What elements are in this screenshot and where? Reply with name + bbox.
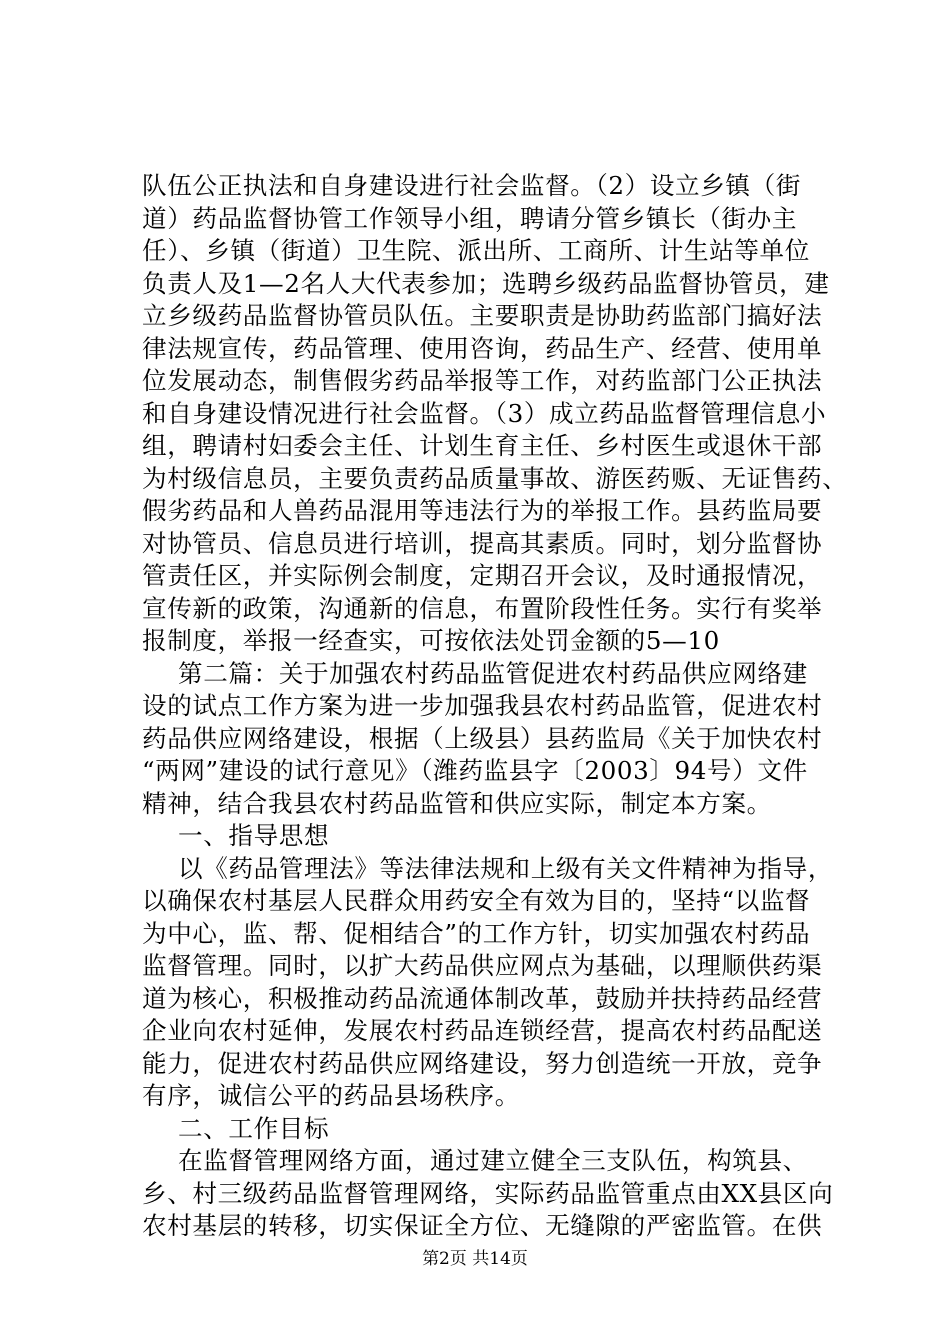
- text-line: 能力，促进农村药品供应网络建设，努力创造统一开放，竞争: [142, 1048, 823, 1078]
- text-line: 报制度，举报一经查实，可按依法处罚金额的5—10: [142, 626, 720, 655]
- text-line: “两网”建设的试行意见》（潍药监县字〔2003〕94号）文件: [142, 756, 808, 785]
- text-line: 道）药品监督协管工作领导小组，聘请分管乡镇长（街办主: [142, 203, 798, 233]
- text-line: 道为核心，积极推动药品流通体制改革，鼓励并扶持药品经营: [142, 983, 823, 1013]
- text-line: 律法规宣传，药品管理、使用咨询，药品生产、经营、使用单: [142, 333, 823, 363]
- text-line: 组，聘请村妇委会主任、计划生育主任、乡村医生或退休干部: [142, 431, 823, 460]
- text-line: 乡、村三级药品监督管理网络，实际药品监管重点由XX县区向: [142, 1178, 834, 1208]
- text-line: 队伍公正执法和自身建设进行社会监督。（2）设立乡镇（街: [142, 171, 801, 200]
- text-line: 有序，诚信公平的药品县场秩序。: [142, 1081, 520, 1110]
- text-line: 一、指导思想: [178, 821, 330, 850]
- text-line: 假劣药品和人兽药品混用等违法行为的举报工作。县药监局要: [142, 496, 823, 525]
- text-line: 第二篇：关于加强农村药品监管促进农村药品供应网络建: [178, 658, 808, 688]
- text-line: 管责任区，并实际例会制度，定期召开会议，及时通报情况，: [142, 561, 823, 590]
- text-line: 以《药品管理法》等法律法规和上级有关文件精神为指导，: [178, 853, 834, 883]
- text-line: 二、工作目标: [178, 1113, 330, 1143]
- text-line: 药品供应网络建设，根据（上级县）县药监局《关于加快农村: [142, 723, 823, 753]
- text-line: 和自身建设情况进行社会监督。（3）成立药品监督管理信息小: [142, 398, 827, 428]
- text-line: 宣传新的政策，沟通新的信息，布置阶段性任务。实行有奖举: [142, 593, 823, 623]
- text-line: 任）、乡镇（街道）卫生院、派出所、工商所、计生站等单位: [142, 236, 810, 265]
- text-line: 位发展动态，制售假劣药品举报等工作，对药监部门公正执法: [142, 366, 823, 395]
- page-footer: 第2页 共14页: [422, 1249, 528, 1269]
- text-line: 在监督管理网络方面，通过建立健全三支队伍，构筑县、: [178, 1146, 808, 1175]
- text-line: 监督管理。同时，以扩大药品供应网点为基础，以理顺供药渠: [142, 951, 823, 980]
- text-line: 设的试点工作方案为进一步加强我县农村药品监管，促进农村: [142, 691, 823, 720]
- text-line: 企业向农村延伸，发展农村药品连锁经营，提高农村药品配送: [142, 1016, 823, 1045]
- document-body: [142, 170, 848, 1243]
- text-line: 负责人及1—2名人大代表参加；选聘乡级药品监督协管员，建: [142, 268, 830, 298]
- text-line: 为中心，监、帮、促相结合”的工作方针，切实加强农村药品: [142, 918, 811, 948]
- text-line: 对协管员、信息员进行培训，提高其素质。同时，划分监督协: [142, 528, 823, 558]
- text-line: 为村级信息员，主要负责药品质量事故、游医药贩、无证售药、: [142, 463, 848, 493]
- text-line: 精神，结合我县农村药品监管和供应实际，制定本方案。: [142, 788, 772, 818]
- text-line: 以确保农村基层人民群众用药安全有效为目的，坚持“以监督: [142, 886, 811, 915]
- text-line: 农村基层的转移，切实保证全方位、无缝隙的严密监管。在供: [142, 1211, 823, 1240]
- text-line: 立乡级药品监督协管员队伍。主要职责是协助药监部门搞好法: [142, 301, 823, 330]
